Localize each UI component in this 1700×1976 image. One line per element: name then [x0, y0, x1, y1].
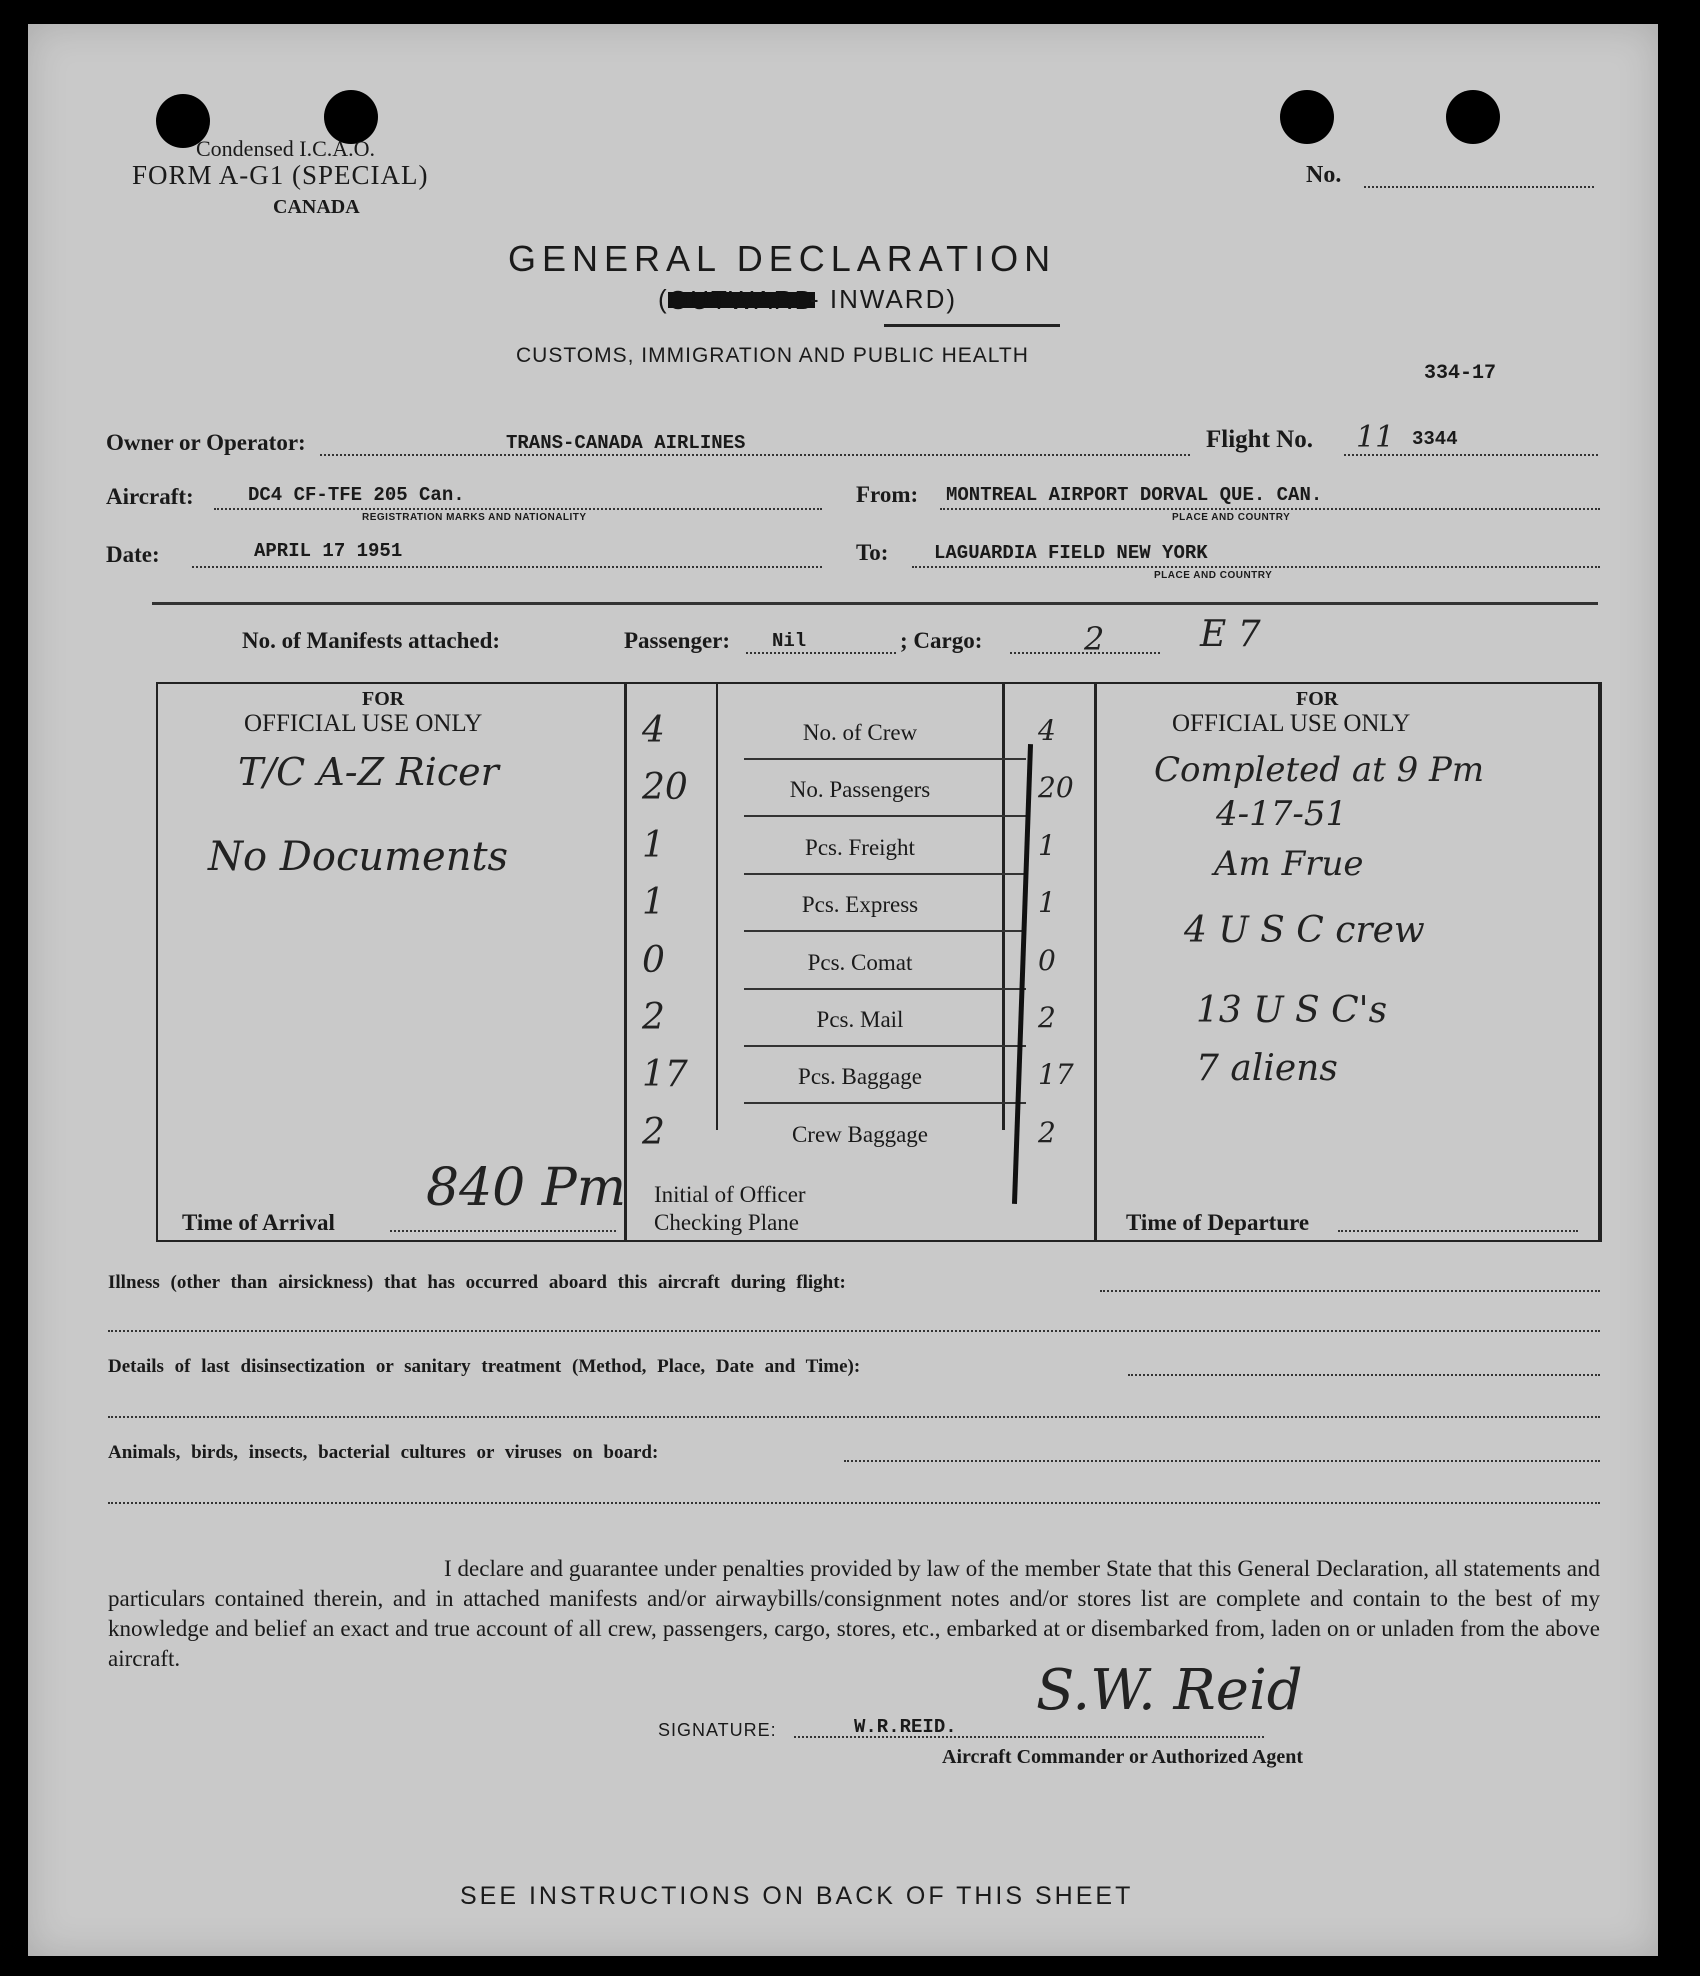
table-col-divider — [624, 682, 627, 1240]
cargo-row-left-value: 2 — [642, 997, 665, 1038]
aircraft-label: Aircraft: — [106, 484, 194, 509]
left-official-note-2: No Documents — [208, 834, 509, 880]
aircraft-value: DC4 CF-TFE 205 Can. — [248, 484, 465, 506]
cargo-row-right-value: 20 — [1038, 771, 1074, 805]
departure-label: Time of Departure — [1126, 1210, 1310, 1235]
manifest-passenger-label: Passenger: — [624, 628, 731, 653]
manifest-cargo-label: ; Cargo: — [900, 628, 983, 653]
cargo-row-left-value: 20 — [642, 767, 688, 809]
cargo-row-divider — [744, 988, 1026, 990]
right-official-title-1: FOR — [1296, 688, 1339, 710]
date-field — [192, 566, 822, 568]
signature-caption: Aircraft Commander or Authorized Agent — [942, 1746, 1304, 1768]
cargo-row-divider — [744, 758, 1026, 760]
form-country: CANADA — [273, 196, 360, 218]
header-divider — [152, 602, 1598, 605]
punch-hole — [1280, 90, 1334, 144]
right-official-note: 4 U S C crew — [1184, 910, 1425, 951]
form-number: FORM A-G1 (SPECIAL) — [132, 160, 429, 190]
form-sheet — [28, 24, 1658, 1956]
page-title: GENERAL DECLARATION — [508, 238, 1057, 279]
cargo-row-divider — [744, 930, 1026, 932]
left-official-note-1: T/C A-Z Ricer — [238, 750, 499, 794]
manifest-passenger-field — [746, 652, 896, 654]
reference-number: 334-17 — [1424, 362, 1497, 385]
owner-field — [320, 454, 1190, 456]
footer-instructions: SEE INSTRUCTIONS ON BACK OF THIS SHEET — [460, 1882, 1134, 1910]
arrival-field — [390, 1230, 616, 1232]
cargo-row-divider — [744, 815, 1026, 817]
cargo-row-right-value: 1 — [1038, 886, 1056, 920]
table-col-divider — [1094, 682, 1097, 1240]
disinsectization-question: Details of last disinsectization or sanitary treatment (Method, Place, Date and Time): — [108, 1356, 861, 1377]
subtitle-struck: OUTWARD — [668, 285, 816, 315]
owner-value: TRANS-CANADA AIRLINES — [506, 432, 746, 454]
cargo-row-right-value: 17 — [1038, 1058, 1074, 1092]
arrival-label: Time of Arrival — [182, 1210, 335, 1235]
right-official-note: 13 U S C's — [1196, 990, 1388, 1031]
cargo-row-right-value: 1 — [1038, 828, 1056, 862]
illness-field-2 — [108, 1330, 1600, 1332]
right-official-note: 7 aliens — [1196, 1048, 1338, 1089]
left-official-title-2: OFFICIAL USE ONLY — [244, 710, 483, 737]
right-official-note: 4-17-51 — [1216, 794, 1348, 834]
aircraft-field — [214, 508, 822, 510]
manifest-passenger-value: Nil — [772, 630, 807, 652]
cargo-row-label: No. of Crew — [802, 720, 918, 745]
table-col-divider — [1002, 682, 1005, 1130]
from-field — [940, 508, 1600, 510]
cargo-row-right-value: 2 — [1038, 1115, 1056, 1149]
animals-question: Animals, birds, insects, bacterial cultures or viruses on board: — [108, 1442, 659, 1463]
flight-label: Flight No. — [1206, 426, 1313, 453]
flight-value-handwritten: 11 — [1356, 420, 1395, 455]
to-caption: PLACE AND COUNTRY — [1154, 570, 1273, 581]
departure-field — [1338, 1230, 1578, 1232]
signature-label: SIGNATURE: — [658, 1720, 777, 1740]
officer-label-2: Checking Plane — [654, 1210, 799, 1235]
table-col-divider — [716, 682, 718, 1130]
arrival-value: 840 Pm — [426, 1158, 627, 1218]
to-label: To: — [856, 540, 889, 565]
cargo-row-label: Pcs. Baggage — [798, 1064, 922, 1090]
illness-field — [1100, 1290, 1600, 1292]
disinsectization-field — [1128, 1374, 1600, 1376]
illness-question: Illness (other than airsickness) that has occurred aboard this aircraft during flight: — [108, 1272, 846, 1293]
left-official-title-1: FOR — [362, 688, 405, 710]
cargo-row-left-value: 17 — [642, 1054, 688, 1096]
right-official-note: Am Frue — [1214, 844, 1364, 884]
animals-field-2 — [108, 1502, 1600, 1504]
signature-handwritten: S.W. Reid — [1036, 1658, 1303, 1723]
cargo-row-label: Pcs. Express — [801, 892, 919, 918]
cargo-row-label: Pcs. Comat — [807, 949, 913, 975]
subtitle-open-paren: ( — [658, 284, 667, 314]
from-value: MONTREAL AIRPORT DORVAL QUE. CAN. — [946, 484, 1323, 506]
declaration-body: I declare and guarantee under penalties provided by law of the member State that this General Declaration, all statements and particulars contained therein, and in attached manifests and/or airwaybills/consignment notes and/or stores list are complete and contain to the best of my knowledge and belief an exact and true account of all crew, passengers, cargo, stores, etc., embarked at or disembarked from, laden on or unladen from the above aircraft. — [108, 1556, 1600, 1671]
cargo-row-label: Crew Baggage — [791, 1121, 929, 1147]
officer-label-1: Initial of Officer — [654, 1182, 806, 1207]
subtitle-underline — [884, 324, 1060, 327]
cargo-row-left-value: 1 — [642, 824, 665, 866]
cargo-row-label: No. Passengers — [789, 777, 931, 803]
cargo-row-left-value: 0 — [642, 939, 665, 981]
condensed-icao: Condensed I.C.A.O. — [196, 136, 376, 161]
cargo-row-divider — [744, 873, 1026, 875]
subtitle-inward: - INWARD) — [810, 284, 958, 314]
cargo-row-divider — [744, 1102, 1026, 1104]
to-value: LAGUARDIA FIELD NEW YORK — [934, 542, 1208, 564]
cargo-row-left-value: 1 — [642, 882, 665, 924]
right-official-note: Completed at 9 Pm — [1154, 750, 1485, 790]
right-official-title-2: OFFICIAL USE ONLY — [1172, 710, 1411, 737]
manifests-label: No. of Manifests attached: — [242, 628, 501, 653]
cargo-row-label: Pcs. Freight — [805, 834, 915, 860]
cargo-row-left-value: 4 — [642, 710, 665, 751]
cargo-row-right-value: 0 — [1038, 943, 1056, 977]
from-caption: PLACE AND COUNTRY — [1172, 512, 1291, 523]
signature-typed-name: W.R.REID. — [854, 1716, 957, 1738]
cargo-row-right-value: 2 — [1038, 1001, 1056, 1034]
cargo-row-left-value: 2 — [642, 1111, 665, 1153]
agencies-line: CUSTOMS, IMMIGRATION AND PUBLIC HEALTH — [516, 344, 1029, 367]
no-label: No. — [1306, 162, 1342, 188]
punch-hole — [1446, 90, 1500, 144]
from-label: From: — [856, 482, 919, 507]
declaration-text — [108, 1554, 1600, 1674]
date-label: Date: — [106, 542, 160, 567]
cargo-row-divider — [744, 1045, 1026, 1047]
cargo-row-label: Pcs. Mail — [816, 1007, 904, 1032]
manifest-cargo-value: 2 — [1084, 620, 1105, 658]
to-field — [912, 566, 1600, 568]
disinsectization-field-2 — [108, 1416, 1600, 1418]
owner-label: Owner or Operator: — [106, 430, 306, 455]
date-value: APRIL 17 1951 — [254, 540, 403, 562]
manifest-cargo-extra: E 7 — [1200, 614, 1261, 655]
no-field — [1364, 186, 1594, 188]
flight-value: 3344 — [1412, 428, 1458, 450]
animals-field — [844, 1460, 1600, 1462]
aircraft-caption: REGISTRATION MARKS AND NATIONALITY — [362, 512, 587, 523]
cargo-row-right-value: 4 — [1038, 714, 1056, 747]
